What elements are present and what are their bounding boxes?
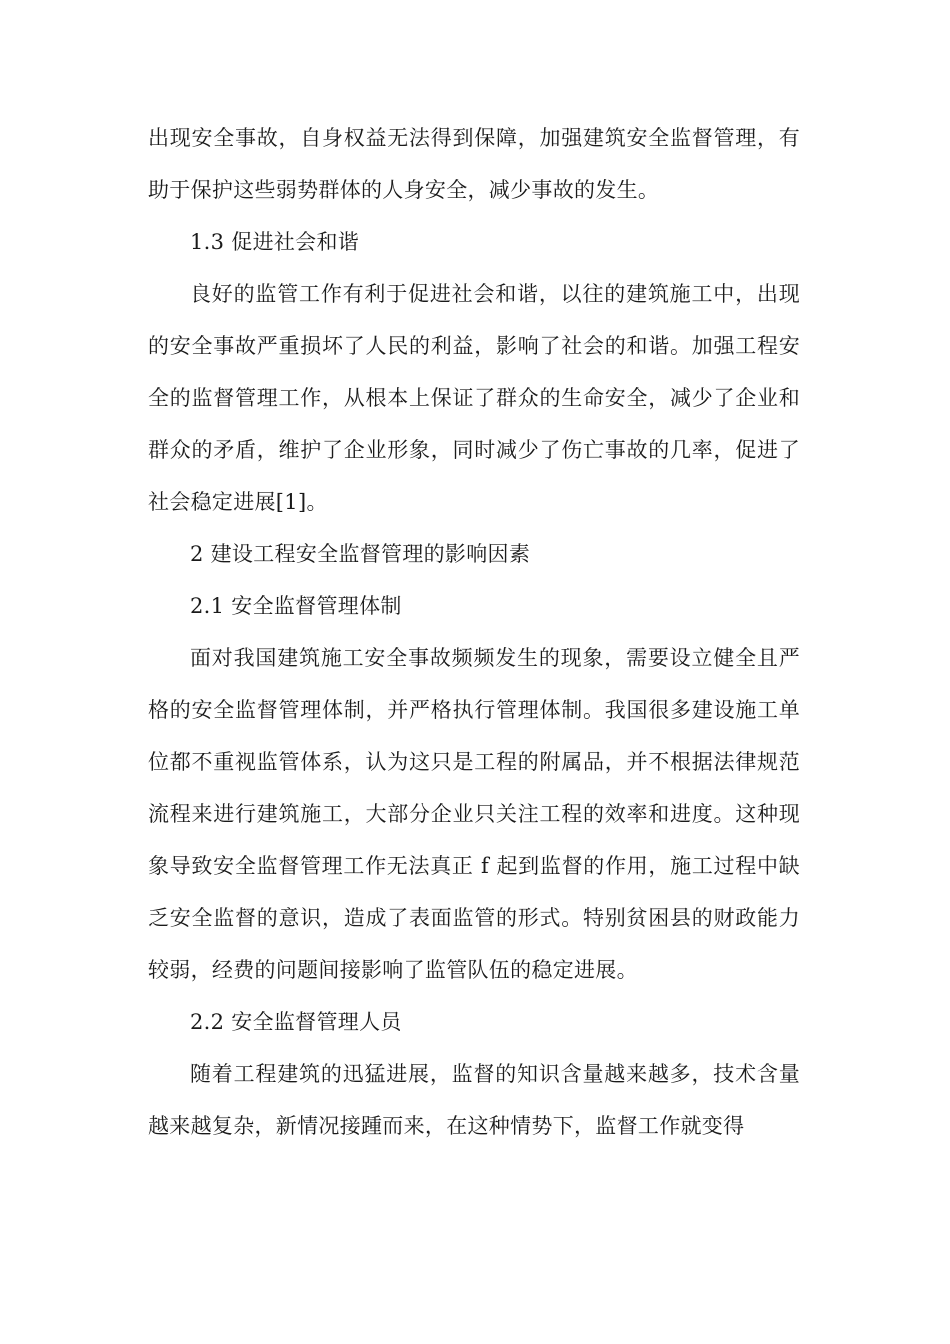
section-heading: 2.1 安全监督管理体制	[190, 594, 402, 618]
paragraph-body: 良好的监管工作有利于促进社会和谐，以往的建筑施工中，出现的安全事故严重损坏了人民的利益，影响了社会的和谐。加强工程安全的监督管理工作，从根本上保证了群众的生命安全，减少了企业和群众的矛盾，维护了企业形象，同时减少了伤亡事故的几率，促进了社会稳定进展[1]。	[148, 282, 800, 514]
section-heading: 1.3 促进社会和谐	[190, 230, 360, 254]
section-heading: 2.2 安全监督管理人员	[190, 1010, 402, 1034]
paragraph-body: 随着工程建筑的迅猛进展，监督的知识含量越来越多，技术含量越来越复杂，新情况接踵而来，在这种情势下，监督工作就变得	[148, 1062, 800, 1138]
paragraph-body: 出现安全事故，自身权益无法得到保障，加强建筑安全监督管理，有助于保护这些弱势群体的人身安全，减少事故的发生。	[148, 126, 800, 202]
section-heading: 2 建设工程安全监督管理的影响因素	[190, 542, 531, 566]
paragraph-body: 面对我国建筑施工安全事故频频发生的现象，需要设立健全且严格的安全监督管理体制，并严格执行管理体制。我国很多建设施工单位都不重视监管体系，认为这只是工程的附属品，并不根据法律规范流程来进行建筑施工，大部分企业只关注工程的效率和进度。这种现象导致安全监督管理工作无法真正 f 起到监督的作用，施工过程中缺乏安全监督的意识，造成了表面监管的形式。特别贫困县的财政能力较弱，经费的问题间接影响了监管队伍的稳定进展。	[148, 646, 800, 982]
document-body	[148, 112, 800, 1152]
